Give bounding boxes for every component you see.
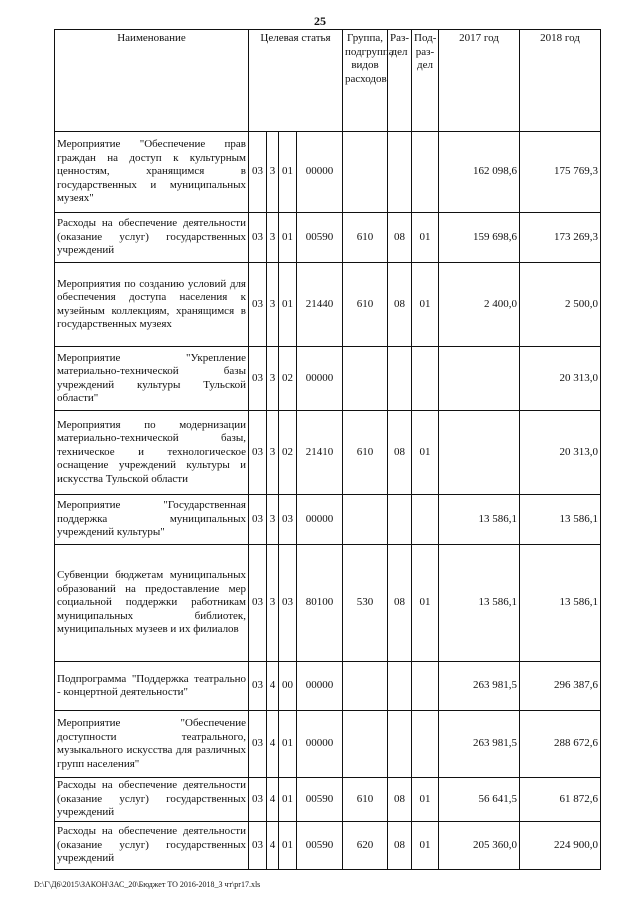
code-subprogram: 3 (267, 263, 279, 347)
row-name: Мероприятие "Укрепление материально-технической базы учреждений культуры Тульской области" (55, 347, 249, 411)
code-program: 03 (249, 263, 267, 347)
header-2017: 2017 год (439, 30, 520, 132)
code-subprogram: 3 (267, 411, 279, 495)
section-code (388, 132, 412, 213)
group-code: 610 (343, 778, 388, 822)
code-subprogram: 4 (267, 778, 279, 822)
amount-2018: 20 313,0 (520, 347, 601, 411)
code-subprogram: 4 (267, 711, 279, 778)
amount-2018: 13 586,1 (520, 545, 601, 662)
code-event: 02 (279, 347, 297, 411)
amount-2018: 2 500,0 (520, 263, 601, 347)
group-code: 620 (343, 822, 388, 870)
code-program: 03 (249, 778, 267, 822)
table-row (55, 778, 601, 822)
subsection-code (412, 662, 439, 711)
row-name: Субвенции бюджетам муниципальных образований на предоставление мер социальной поддержки работникам муниципальных библиотек, муниципальных музеев и их филиалов (55, 545, 249, 662)
row-name: Расходы на обеспечение деятельности (оказание услуг) государственных учреждений (55, 822, 249, 870)
code-subprogram: 3 (267, 495, 279, 545)
table-row (55, 495, 601, 545)
table-row (55, 822, 601, 870)
code-program: 03 (249, 411, 267, 495)
amount-2017: 159 698,6 (439, 213, 520, 263)
header-section: Раз-дел (388, 30, 412, 132)
code-program: 03 (249, 662, 267, 711)
table-row (55, 662, 601, 711)
code-event: 00 (279, 662, 297, 711)
amount-2018: 20 313,0 (520, 411, 601, 495)
code-program: 03 (249, 545, 267, 662)
row-name: Расходы на обеспечение деятельности (оказание услуг) государственных учреждений (55, 778, 249, 822)
row-name: Мероприятие "Обеспечение доступности театрального, музыкального искусства для различных групп населения" (55, 711, 249, 778)
amount-2018: 224 900,0 (520, 822, 601, 870)
subsection-code (412, 132, 439, 213)
code-event: 01 (279, 132, 297, 213)
section-code: 08 (388, 213, 412, 263)
group-code (343, 711, 388, 778)
code-direction: 21440 (297, 263, 343, 347)
amount-2017: 2 400,0 (439, 263, 520, 347)
amount-2017: 56 641,5 (439, 778, 520, 822)
section-code (388, 662, 412, 711)
table-row (55, 411, 601, 495)
table-row (55, 545, 601, 662)
amount-2018: 173 269,3 (520, 213, 601, 263)
section-code (388, 347, 412, 411)
code-direction: 00590 (297, 778, 343, 822)
table-row (55, 213, 601, 263)
table-row (55, 347, 601, 411)
header-group: Группа, подгруппа видов расходов (343, 30, 388, 132)
page-number: 25 (314, 14, 326, 28)
code-subprogram: 3 (267, 545, 279, 662)
group-code: 530 (343, 545, 388, 662)
section-code: 08 (388, 411, 412, 495)
code-event: 01 (279, 711, 297, 778)
table-row (55, 711, 601, 778)
code-event: 03 (279, 545, 297, 662)
code-direction: 00000 (297, 711, 343, 778)
code-direction: 00000 (297, 662, 343, 711)
code-program: 03 (249, 213, 267, 263)
table-row (55, 132, 601, 213)
amount-2017: 263 981,5 (439, 711, 520, 778)
header-2018: 2018 год (520, 30, 601, 132)
code-subprogram: 4 (267, 662, 279, 711)
amount-2017: 263 981,5 (439, 662, 520, 711)
code-direction: 00590 (297, 213, 343, 263)
row-name: Мероприятие "Обеспечение прав граждан на доступ к культурным ценностям, хранящимся в государственных и муниципальных музеях" (55, 132, 249, 213)
table-row (55, 263, 601, 347)
amount-2017: 13 586,1 (439, 495, 520, 545)
subsection-code (412, 347, 439, 411)
header-row (55, 30, 601, 132)
code-direction: 80100 (297, 545, 343, 662)
subsection-code: 01 (412, 213, 439, 263)
subsection-code (412, 495, 439, 545)
budget-table (54, 29, 601, 870)
amount-2017: 13 586,1 (439, 545, 520, 662)
section-code: 08 (388, 778, 412, 822)
code-direction: 00000 (297, 347, 343, 411)
code-subprogram: 3 (267, 132, 279, 213)
subsection-code: 01 (412, 822, 439, 870)
group-code (343, 347, 388, 411)
amount-2017: 205 360,0 (439, 822, 520, 870)
section-code: 08 (388, 822, 412, 870)
code-event: 02 (279, 411, 297, 495)
group-code: 610 (343, 411, 388, 495)
code-direction: 00590 (297, 822, 343, 870)
subsection-code (412, 711, 439, 778)
group-code: 610 (343, 263, 388, 347)
group-code (343, 662, 388, 711)
section-code (388, 711, 412, 778)
header-subsection: Под-раз-дел (412, 30, 439, 132)
subsection-code: 01 (412, 545, 439, 662)
group-code (343, 495, 388, 545)
section-code (388, 495, 412, 545)
code-program: 03 (249, 822, 267, 870)
code-subprogram: 3 (267, 213, 279, 263)
code-event: 01 (279, 778, 297, 822)
row-name: Расходы на обеспечение деятельности (оказание услуг) государственных учреждений (55, 213, 249, 263)
section-code: 08 (388, 545, 412, 662)
code-event: 03 (279, 495, 297, 545)
code-event: 01 (279, 822, 297, 870)
amount-2018: 296 387,6 (520, 662, 601, 711)
code-event: 01 (279, 213, 297, 263)
code-program: 03 (249, 495, 267, 545)
code-direction: 00000 (297, 132, 343, 213)
code-program: 03 (249, 132, 267, 213)
file-path-footer: D:\Г\Д6\2015\ЗАКОН\ЗАС_20\Бюджет ТО 2016-2018_3 чт\pr17.xls (34, 880, 261, 889)
row-name: Мероприятия по созданию условий для обеспечения доступа населения к музейным коллекциям, хранящимся в государственных музеях (55, 263, 249, 347)
subsection-code: 01 (412, 411, 439, 495)
code-program: 03 (249, 347, 267, 411)
header-target-article: Целевая статья (249, 30, 343, 132)
amount-2018: 288 672,6 (520, 711, 601, 778)
section-code: 08 (388, 263, 412, 347)
subsection-code: 01 (412, 778, 439, 822)
group-code (343, 132, 388, 213)
row-name: Мероприятия по модернизации материально-технической базы, техническое и технологическое оснащение учреждений культуры и искусства Тульской области (55, 411, 249, 495)
code-event: 01 (279, 263, 297, 347)
row-name: Мероприятие "Государственная поддержка муниципальных учреждений культуры" (55, 495, 249, 545)
row-name: Подпрограмма "Поддержка театрально - концертной деятельности" (55, 662, 249, 711)
code-subprogram: 3 (267, 347, 279, 411)
amount-2018: 13 586,1 (520, 495, 601, 545)
subsection-code: 01 (412, 263, 439, 347)
amount-2017: 162 098,6 (439, 132, 520, 213)
amount-2018: 61 872,6 (520, 778, 601, 822)
code-program: 03 (249, 711, 267, 778)
group-code: 610 (343, 213, 388, 263)
amount-2018: 175 769,3 (520, 132, 601, 213)
amount-2017 (439, 411, 520, 495)
header-name: Наименование (55, 30, 249, 132)
code-direction: 00000 (297, 495, 343, 545)
amount-2017 (439, 347, 520, 411)
code-direction: 21410 (297, 411, 343, 495)
code-subprogram: 4 (267, 822, 279, 870)
